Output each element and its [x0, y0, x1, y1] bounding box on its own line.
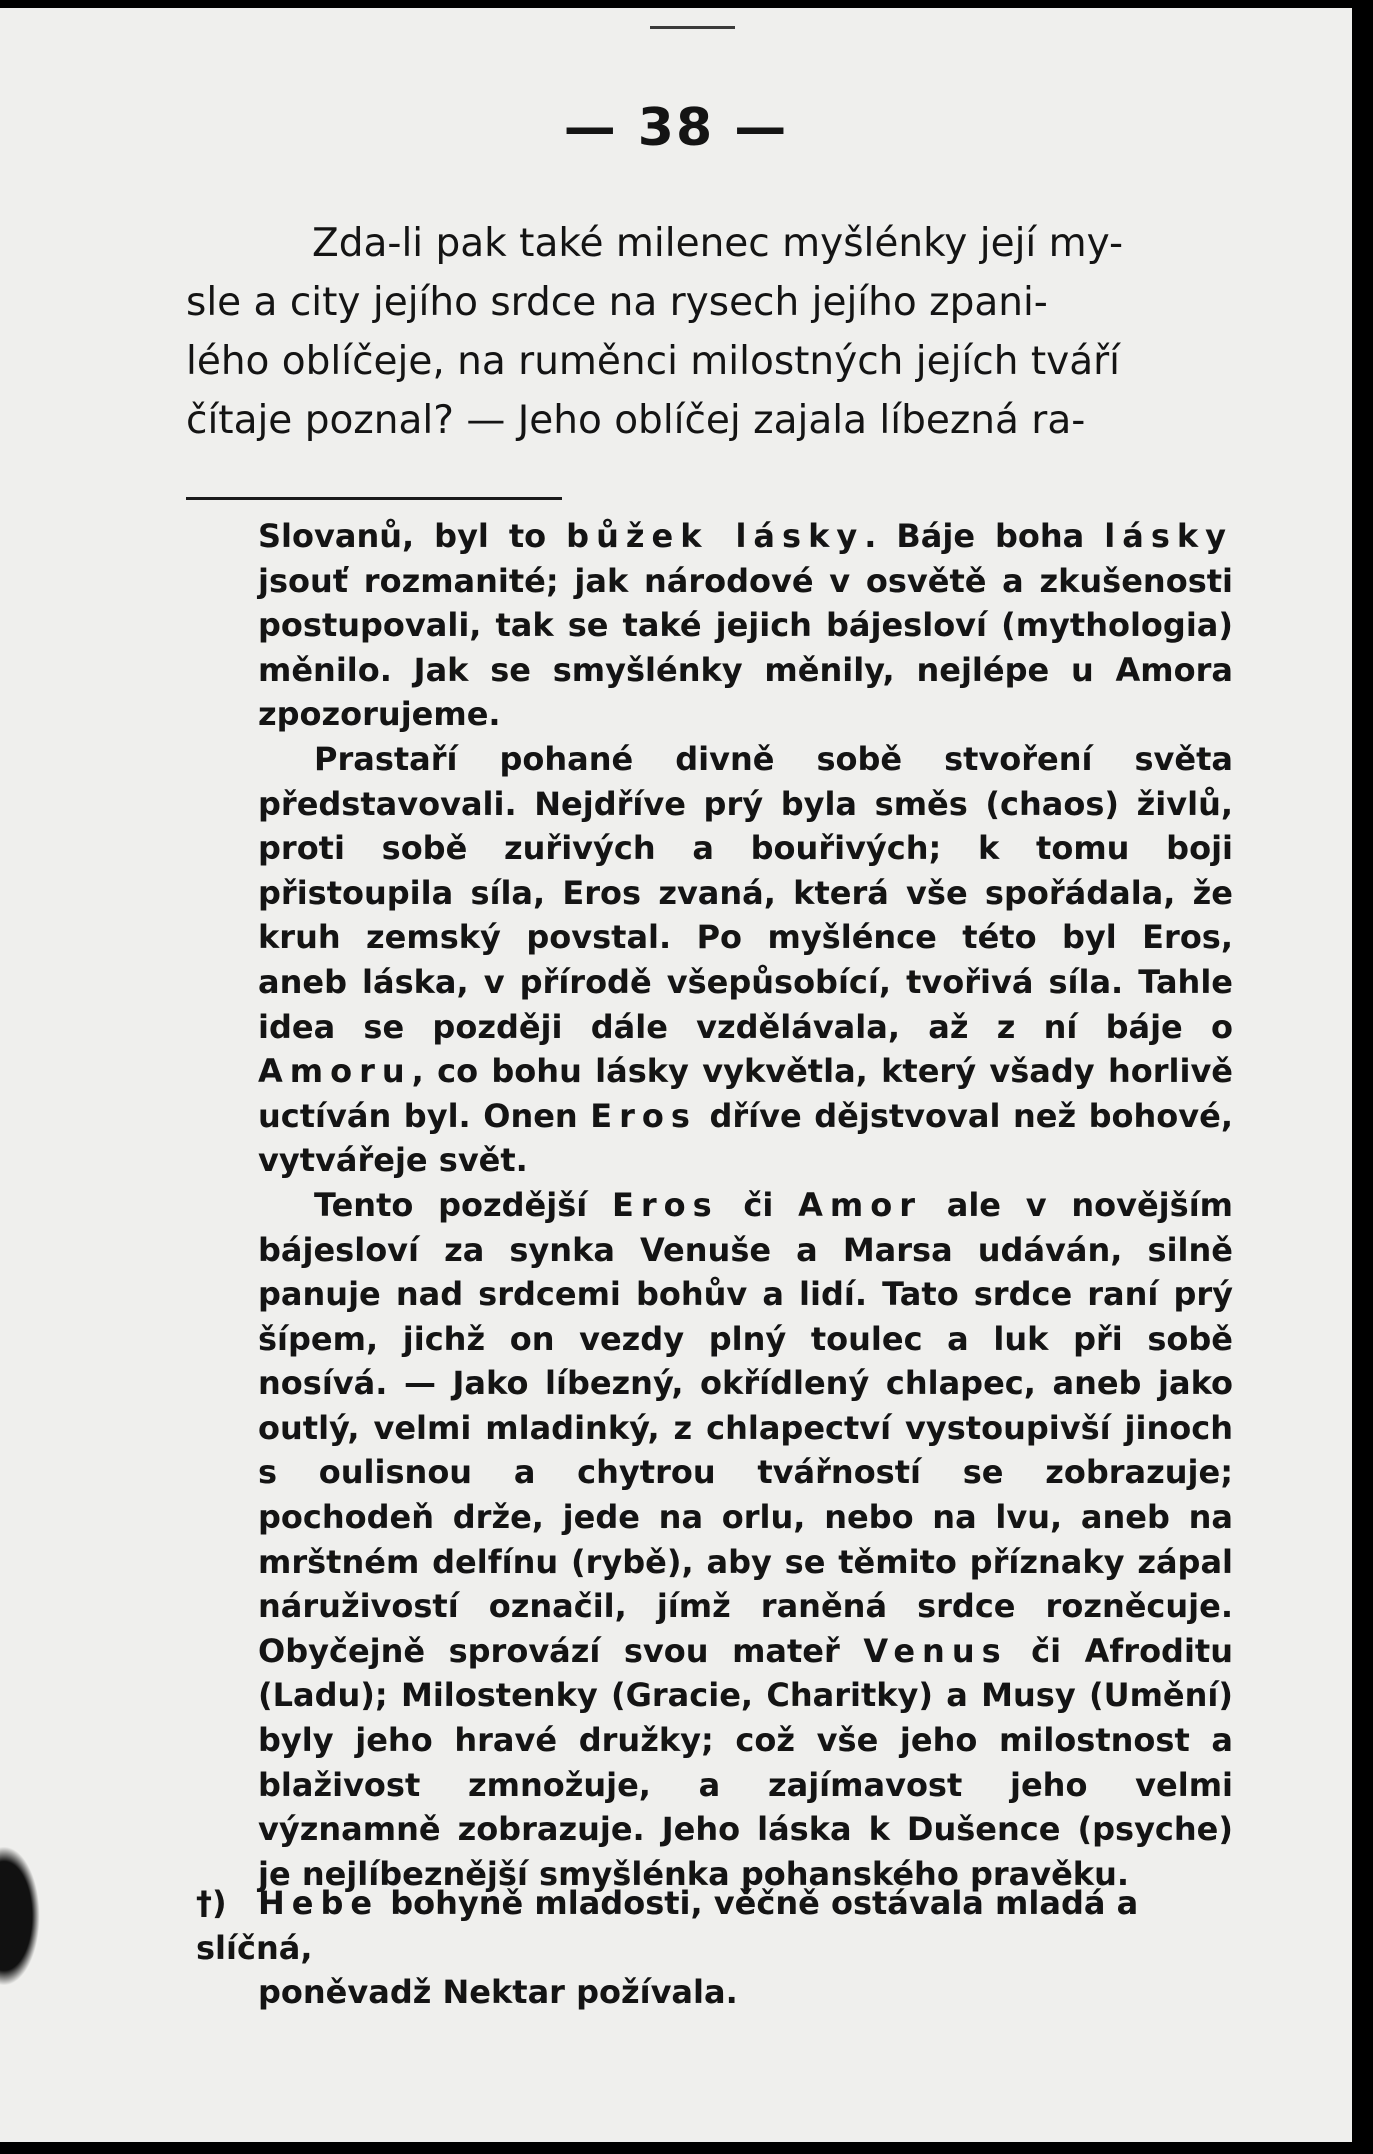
footnote-rule — [186, 497, 562, 500]
footnotes — [258, 514, 1233, 1896]
main-text-line: Zda-li pak také milenec myšlénky její my- — [312, 221, 1124, 266]
footnote-text: bohyně mladosti, věčně ostávala mladá a slíčná, — [196, 1884, 1139, 1967]
footnote-paragraph-1 — [258, 514, 1233, 737]
footnote-emphasis: Eros — [611, 1185, 719, 1224]
footnote-text: ale v novějším bájesloví za synka Venuše a Marsa udáván, silně panuje nad srdcemi bohův a lidí. Tato srdce raní prý šípem, jichž on vezdy plný toulec a luk při sobě nosívá. — Jako líbezný, okřídlený chlapec, aneb jako outlý, velmi mladinký, z chlapectví vystoupivší jinoch s oulisnou a chytrou tvářností se zobrazuje; pochodeň drže, jede na orlu, nebo na lvu, aneb na mrštném delfínu (rybě), aby se těmito příznaky zápal náruživostí označil, jímž raněná srdce rozněcuje. Obyčejně sprovází svou mateř — [258, 1185, 1234, 1670]
footnote-emphasis: Amor — [798, 1185, 922, 1224]
footnote-paragraph-2 — [258, 737, 1233, 1183]
footnote-emphasis: Venus — [863, 1631, 1008, 1670]
dagger-mark: †) — [196, 1884, 227, 1922]
footnote-text: či — [718, 1185, 799, 1224]
footnote-emphasis: Amoru — [258, 1052, 412, 1091]
main-text-line: sle a city jejího srdce na rysech jejího zpani- — [186, 280, 1048, 325]
main-text — [186, 214, 1234, 450]
footnote-text: dříve dějstvoval než bohové, vytvářeje svět. — [258, 1096, 1233, 1180]
footnote-emphasis: Eros — [590, 1096, 697, 1135]
footnote-text: Prastaří pohané divně sobě stvoření světa představovali. Nejdříve prý byla směs (chaos) živlů, proti sobě zuřivých a bouřivých; k tomu boji přistoupila síla, Eros zvaná, která vše spořádala, že kruh zemský povstal. Po myšlénce této byl Eros, aneb láska, v přírodě všepůsobící, tvořivá síla. Tahle idea se později dále vzdělávala, až z ní báje o — [258, 739, 1233, 1046]
footnote-paragraph-3 — [258, 1183, 1233, 1897]
footnote-emphasis: lásky — [1104, 517, 1234, 555]
dagger-footnote — [196, 1881, 1241, 2015]
dagger-footnote-line: poněvadž Nektar požívala. — [258, 1973, 738, 2012]
footnote-emphasis: Hebe — [258, 1884, 380, 1922]
book-page — [0, 8, 1352, 2142]
footnote-text: . Báje boha — [864, 517, 1105, 555]
footnote-text: či Afroditu (Ladu); Milostenky (Gracie, Charitky) a Musy (Umění) byly jeho hravé družky; což vše jeho milostnost a blaživost zmnožuje, a zajímavost jeho velmi významně zobrazuje. Jeho láska k Dušence (psyche) je nejlíbeznější smyšlénka pohanského pravěku. — [258, 1631, 1234, 1893]
page-number: — 38 — — [563, 98, 789, 158]
footnote-emphasis: bůžek lásky — [566, 517, 865, 555]
main-text-line: čítaje poznal? — Jeho oblíčej zajala líbezná ra- — [186, 398, 1086, 443]
main-text-line: lého oblíčeje, na ruměnci milostných jejích tváří — [186, 339, 1120, 384]
footnote-text: jsouť rozmanité; jak národové v osvětě a zkušenosti postupovali, tak se také jejich bájesloví (mythologia) měnilo. Jak se smyšlénky měnily, nejlépe u Amora zpozorujeme. — [258, 561, 1233, 734]
top-rule — [650, 26, 735, 29]
ink-blot — [0, 1846, 40, 1986]
dagger-footnote-line — [196, 1881, 1241, 1970]
footnote-text: , co bohu lásky vykvětla, který všady horlivě uctíván byl. Onen — [258, 1052, 1233, 1135]
footnote-text: Tento pozdější — [314, 1185, 612, 1224]
footnote-text: Slovanů, byl to — [258, 517, 567, 555]
